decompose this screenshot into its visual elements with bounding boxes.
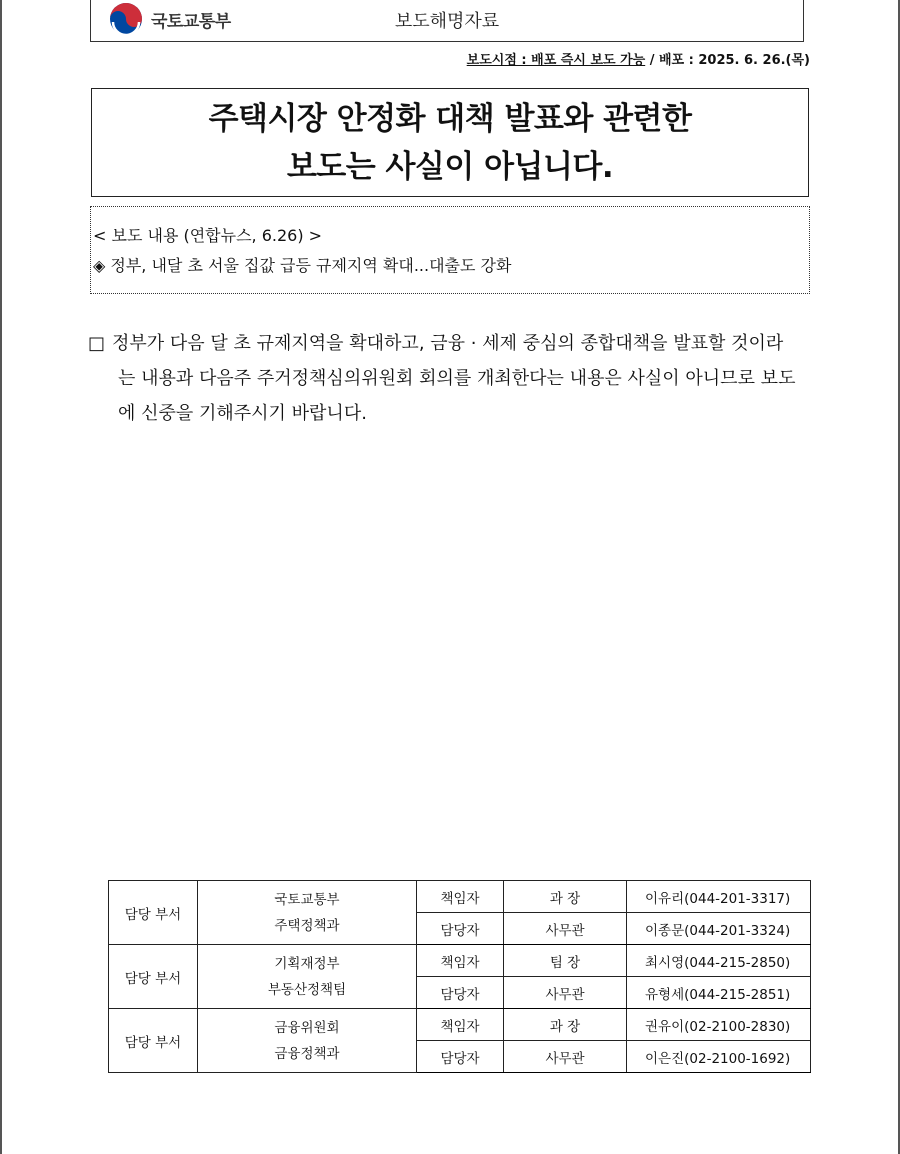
contact-name-phone: 최시영(044-215-2850) [627,945,811,977]
release-timing: 보도시점 : 배포 즉시 보도 가능 [466,53,646,68]
dept-label: 담당 부서 [109,945,198,1009]
contact-position: 사무관 [504,913,627,945]
dept-org [198,945,417,1009]
contact-position: 과 장 [504,881,627,913]
report-summary-box [90,206,810,294]
paragraph-line-2: 는 내용과 다음주 주거정책심의위원회 회의를 개최한다는 내용은 사실이 아니므로 보도 [118,368,796,389]
contact-role: 담당자 [417,1041,504,1073]
contact-name-phone: 유형세(044-215-2851) [627,977,811,1009]
headline-box [91,88,809,197]
doc-type-title: 보도해명자료 [394,11,500,32]
contact-role: 담당자 [417,913,504,945]
contact-name-phone: 이종문(044-201-3324) [627,913,811,945]
square-bullet-icon: □ [88,333,106,354]
paragraph-line-1: 정부가 다음 달 초 규제지역을 확대하고, 금융 · 세제 중심의 종합대책을 발표할 것이라 [112,333,784,354]
contact-position: 과 장 [504,1009,627,1041]
report-headline: ◈ 정부, 내달 초 서울 집값 급등 규제지역 확대...대출도 강화 [93,256,512,275]
release-date: / 배포 : 2025. 6. 26.(목) [645,53,810,68]
contact-role: 책임자 [417,881,504,913]
org-name: 금융위원회 [274,1019,340,1036]
headline-line-2: 보도는 사실이 아닙니다. [286,148,614,185]
report-source: < 보도 내용 (연합뉴스, 6.26) > [93,226,323,245]
contact-role: 책임자 [417,945,504,977]
table-row [109,881,811,913]
contact-name-phone: 이은진(02-2100-1692) [627,1041,811,1073]
dept-label: 담당 부서 [109,1009,198,1073]
table-row [109,1009,811,1041]
contact-name-phone: 권유이(02-2100-2830) [627,1009,811,1041]
division-name: 금융정책과 [274,1045,340,1062]
release-info [467,49,810,68]
document-header [90,0,804,42]
dept-org [198,881,417,945]
ministry-name: 국토교통부 [151,11,231,32]
contact-position: 사무관 [504,977,627,1009]
headline-line-1: 주택시장 안정화 대책 발표와 관련한 [208,100,692,137]
org-name: 기획재정부 [274,955,340,972]
contact-table [108,880,811,1073]
contact-position: 사무관 [504,1041,627,1073]
dept-label: 담당 부서 [109,881,198,945]
contact-name-phone: 이유리(044-201-3317) [627,881,811,913]
contact-role: 담당자 [417,977,504,1009]
division-name: 부동산정책팀 [267,981,347,998]
page-border-left [0,0,2,1154]
paragraph-line-3: 에 신중을 기해주시기 바랍니다. [118,403,367,424]
contact-position: 팀 장 [504,945,627,977]
clarification-paragraph [88,326,816,431]
contact-role: 책임자 [417,1009,504,1041]
dept-org [198,1009,417,1073]
table-row [109,945,811,977]
org-name: 국토교통부 [274,891,340,908]
division-name: 주택정책과 [274,917,340,934]
